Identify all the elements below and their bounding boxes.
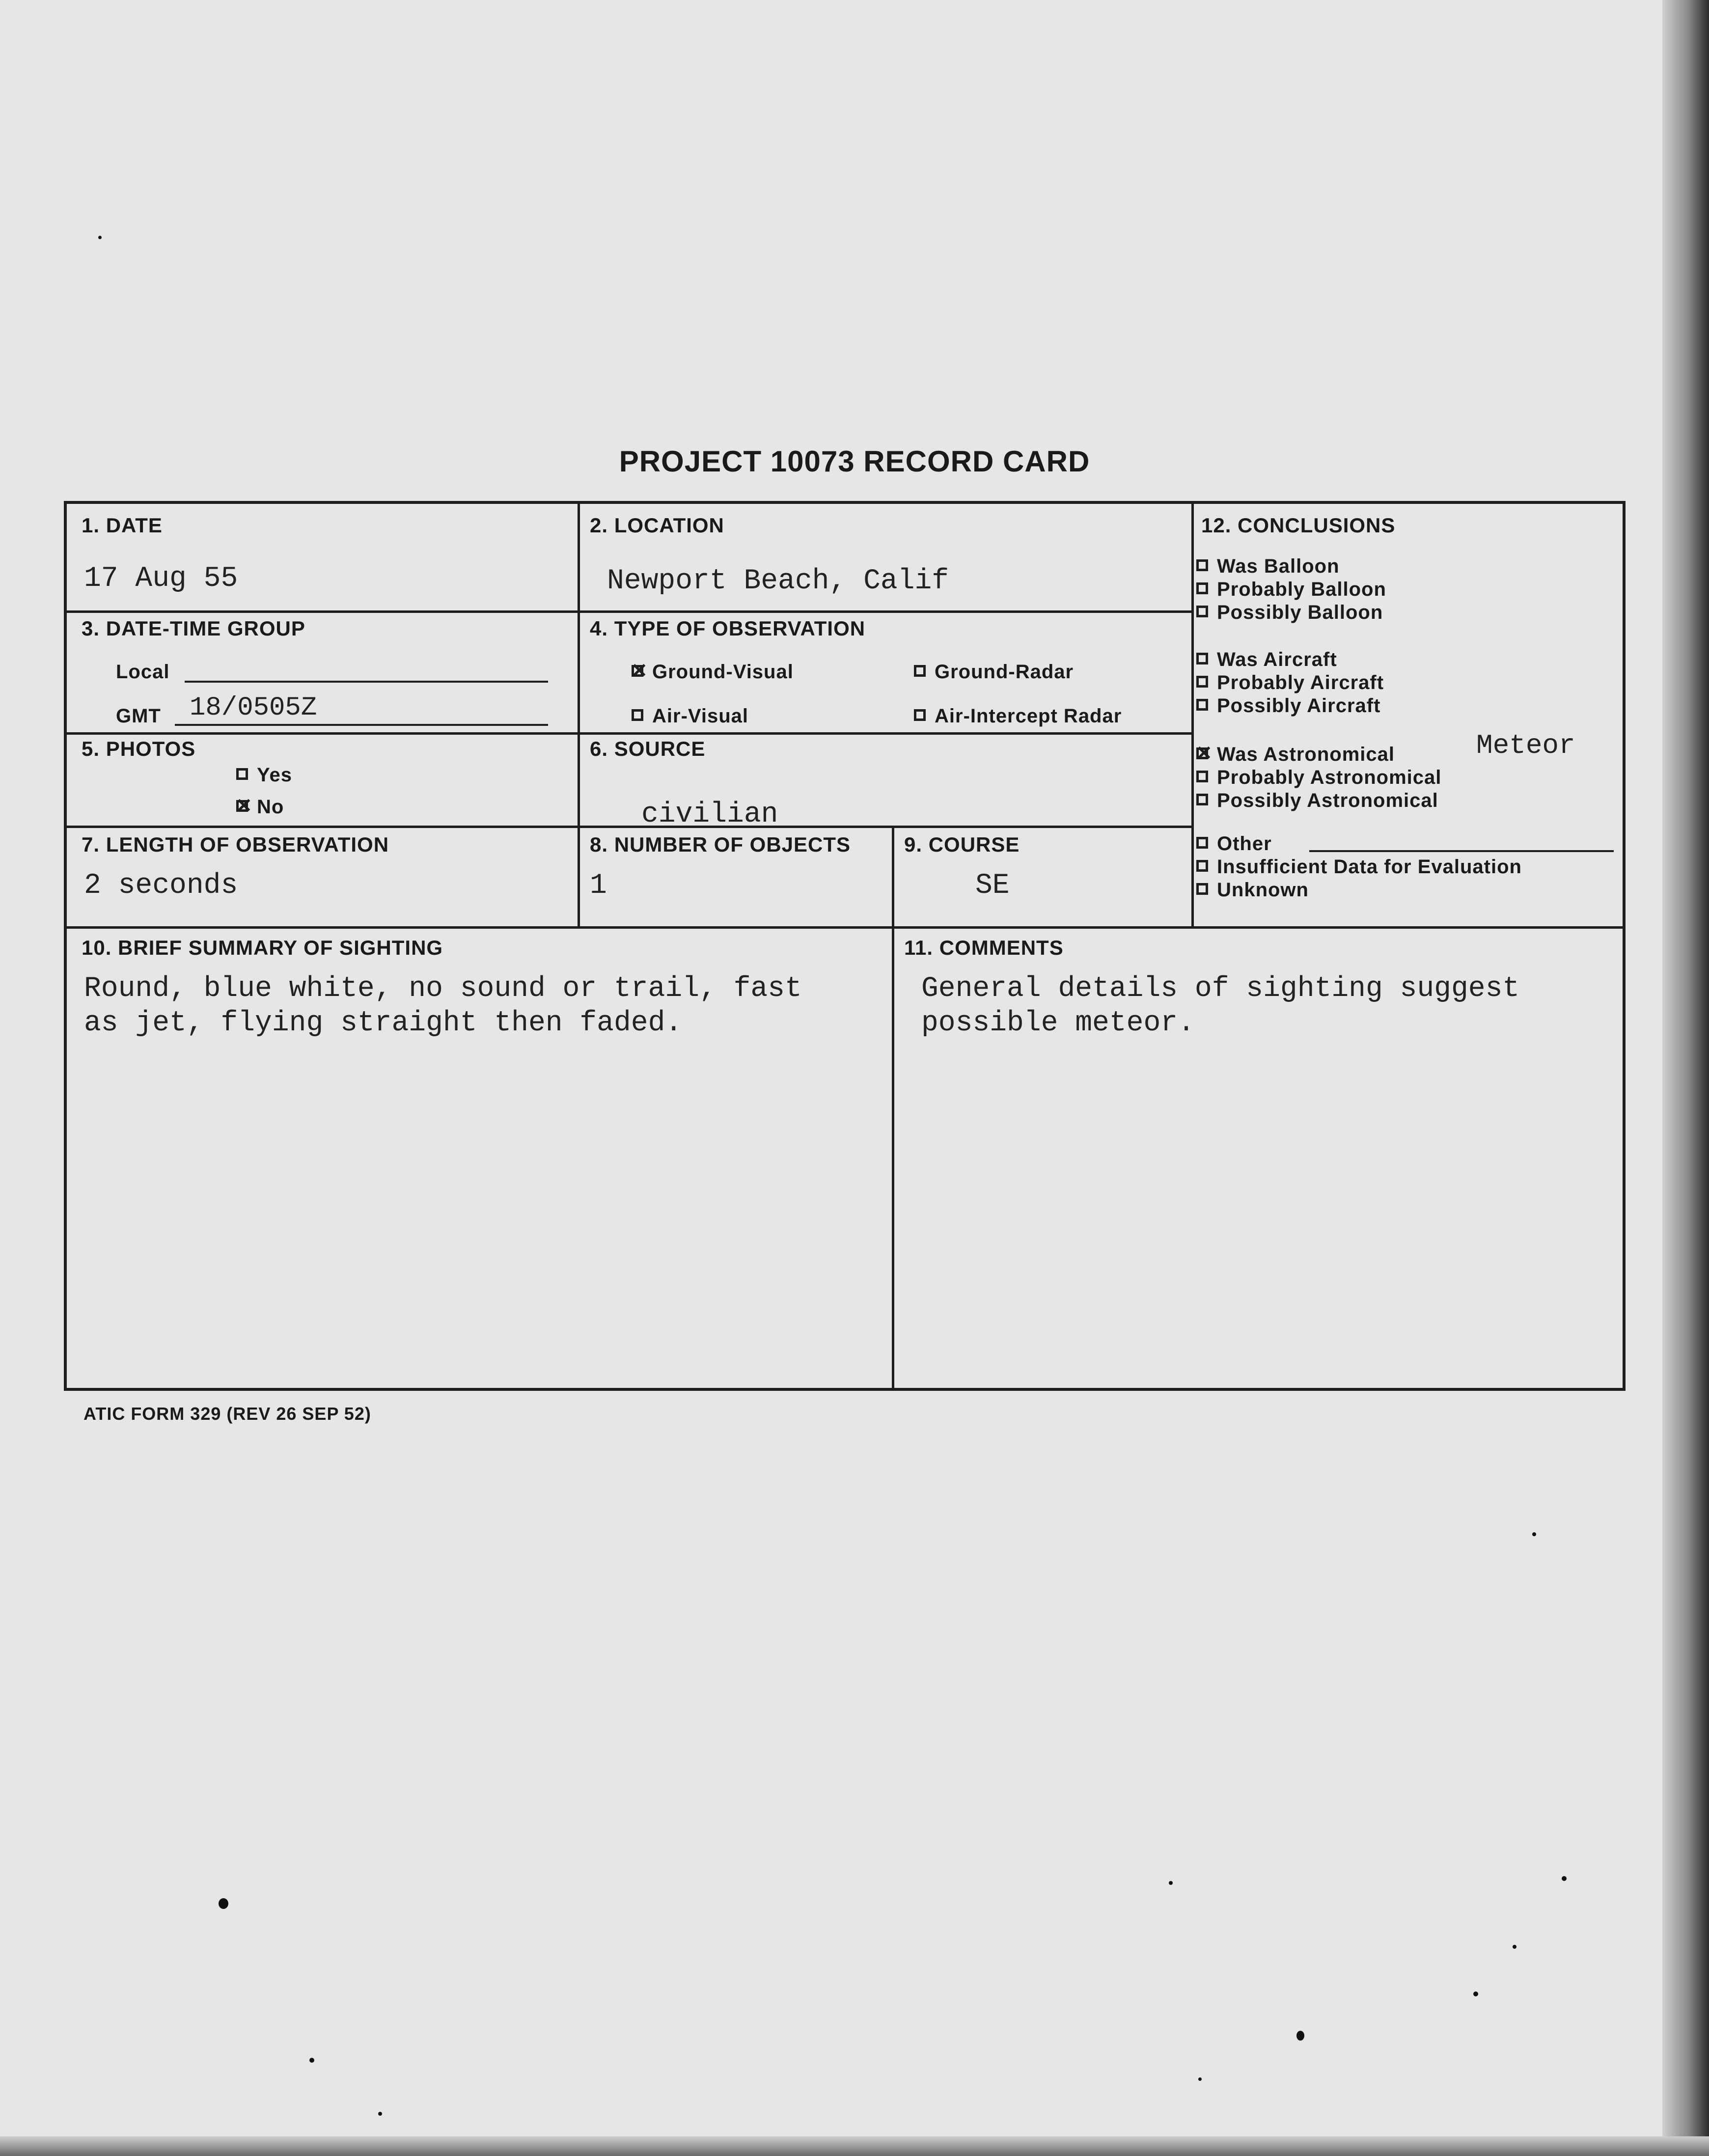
scan-speck <box>1513 1945 1516 1949</box>
air-intercept-radar-option[interactable]: Air-Intercept Radar <box>914 705 1122 727</box>
scan-speck <box>378 2112 382 2116</box>
local-line <box>185 681 548 683</box>
conclusion-insufficient-data[interactable]: Insufficient Data for Evaluation <box>1196 856 1522 878</box>
conclusion-was-balloon[interactable]: Was Balloon <box>1196 555 1340 578</box>
checkbox-icon[interactable] <box>1196 653 1208 664</box>
observation-type-label: 4. TYPE OF OBSERVATION <box>590 617 866 640</box>
course-label: 9. COURSE <box>904 833 1020 856</box>
record-card <box>64 501 1626 1391</box>
conclusion-possibly-astronomical[interactable]: Possibly Astronomical <box>1196 790 1438 812</box>
scan-speck <box>1473 1991 1478 1996</box>
conclusion-was-astronomical[interactable]: ✕Was Astronomical <box>1196 744 1395 766</box>
checkbox-icon[interactable] <box>1196 860 1208 872</box>
conclusion-possibly-balloon[interactable]: Possibly Balloon <box>1196 602 1383 624</box>
local-label: Local <box>116 661 170 683</box>
scan-speck <box>98 236 102 239</box>
scan-speck <box>1198 2077 1202 2081</box>
summary-line-2: as jet, flying straight then faded. <box>84 1007 683 1039</box>
conclusions-label: 12. CONCLUSIONS <box>1201 514 1396 537</box>
divider <box>67 732 1192 735</box>
conclusion-other[interactable]: Other <box>1196 833 1272 855</box>
scan-edge-right <box>1662 0 1709 2156</box>
scan-edge-bottom <box>0 2136 1709 2156</box>
photos-label: 5. PHOTOS <box>82 737 196 760</box>
checkbox-icon[interactable] <box>914 665 926 677</box>
comments-label: 11. COMMENTS <box>904 936 1064 959</box>
conclusion-possibly-aircraft[interactable]: Possibly Aircraft <box>1196 695 1380 717</box>
checkbox-icon[interactable] <box>236 768 248 780</box>
location-label: 2. LOCATION <box>590 514 724 537</box>
objects-label: 8. NUMBER OF OBJECTS <box>590 833 851 856</box>
air-visual-option[interactable]: Air-Visual <box>632 705 748 727</box>
location-value: Newport Beach, Calif <box>607 565 949 597</box>
conclusion-was-aircraft[interactable]: Was Aircraft <box>1196 649 1337 671</box>
gmt-label: GMT <box>116 705 161 727</box>
source-value: civilian <box>641 799 778 830</box>
conclusion-probably-balloon[interactable]: Probably Balloon <box>1196 579 1386 601</box>
divider <box>67 826 1192 828</box>
conclusion-probably-aircraft[interactable]: Probably Aircraft <box>1196 672 1384 694</box>
conclusion-unknown[interactable]: Unknown <box>1196 879 1309 901</box>
comments-line-1: General details of sighting suggest <box>921 973 1520 1005</box>
photos-yes-option[interactable]: Yes <box>236 764 292 786</box>
divider <box>1191 504 1194 926</box>
divider <box>892 826 894 1388</box>
checkbox-checked-icon[interactable] <box>236 800 248 812</box>
date-value: 17 Aug 55 <box>84 563 238 595</box>
checkbox-icon[interactable] <box>1196 582 1208 594</box>
length-label: 7. LENGTH OF OBSERVATION <box>82 833 389 856</box>
card-title: PROJECT 10073 RECORD CARD <box>619 445 1090 478</box>
length-value: 2 seconds <box>84 870 238 902</box>
summary-label: 10. BRIEF SUMMARY OF SIGHTING <box>82 936 443 959</box>
checkbox-checked-icon[interactable] <box>632 665 643 677</box>
checkbox-icon[interactable] <box>914 709 926 721</box>
checkbox-icon[interactable] <box>1196 606 1208 617</box>
checkbox-icon[interactable] <box>1196 676 1208 688</box>
ground-visual-option[interactable]: ✕Ground-Visual <box>632 661 794 683</box>
objects-value: 1 <box>590 870 607 902</box>
divider <box>67 926 1623 929</box>
divider <box>578 504 580 926</box>
checkbox-icon[interactable] <box>632 709 643 721</box>
course-value: SE <box>975 870 1010 902</box>
gmt-value: 18/0505Z <box>190 693 317 723</box>
scan-speck <box>309 2058 314 2063</box>
scan-speck <box>219 1898 228 1909</box>
checkbox-icon[interactable] <box>1196 771 1208 782</box>
checkbox-icon[interactable] <box>1196 837 1208 849</box>
gmt-line <box>175 724 548 726</box>
checkbox-icon[interactable] <box>1196 883 1208 895</box>
source-label: 6. SOURCE <box>590 737 706 760</box>
date-label: 1. DATE <box>82 514 163 537</box>
divider <box>67 610 1192 613</box>
checkbox-icon[interactable] <box>1196 794 1208 805</box>
other-line <box>1309 850 1614 852</box>
scan-speck <box>1532 1532 1536 1536</box>
astronomical-note: Meteor <box>1476 730 1575 761</box>
scan-speck <box>1296 2031 1304 2041</box>
checkbox-icon[interactable] <box>1196 699 1208 711</box>
comments-line-2: possible meteor. <box>921 1007 1195 1039</box>
conclusion-probably-astronomical[interactable]: Probably Astronomical <box>1196 767 1441 789</box>
scan-speck <box>1562 1876 1567 1881</box>
checkbox-checked-icon[interactable] <box>1196 747 1208 759</box>
summary-line-1: Round, blue white, no sound or trail, fast <box>84 973 802 1005</box>
checkbox-icon[interactable] <box>1196 559 1208 571</box>
scan-speck <box>1169 1881 1173 1885</box>
date-time-group-label: 3. DATE-TIME GROUP <box>82 617 305 640</box>
photos-no-option[interactable]: ✕No <box>236 796 284 818</box>
form-number: ATIC FORM 329 (REV 26 SEP 52) <box>83 1404 371 1424</box>
ground-radar-option[interactable]: Ground-Radar <box>914 661 1074 683</box>
